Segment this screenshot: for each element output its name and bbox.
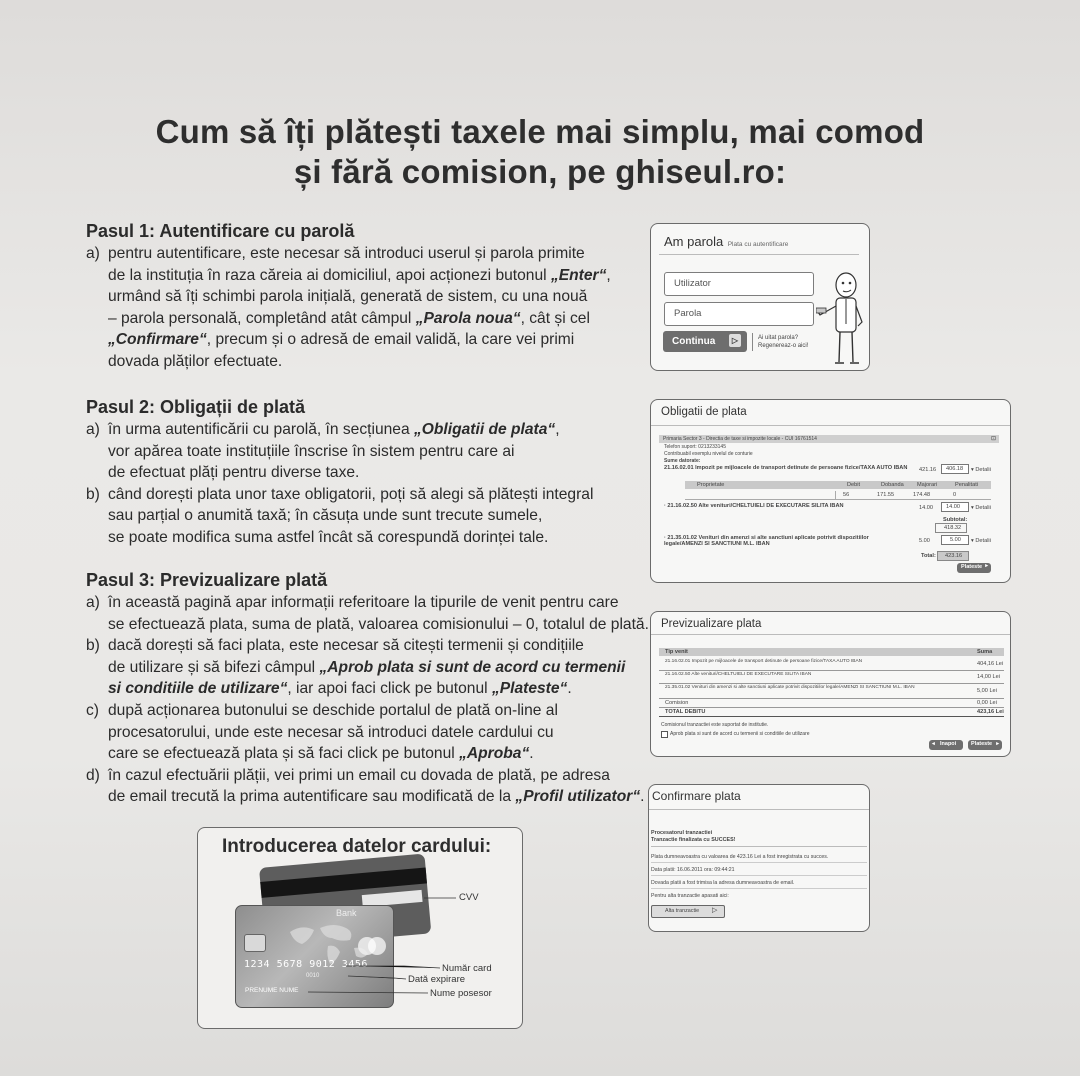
preview-row: 21.35.01.02 Venituri din amenzi si alte sanctiuni aplicate potrivit dispozitiilor legale/AMENZI SI SANCTIUNI M.L. IBAN 5,00 Lei — [659, 684, 1004, 699]
back-button[interactable]: ◂ Inapoi — [929, 740, 963, 750]
login-panel-header: Am parola Plata cu autentificare — [664, 234, 789, 249]
commission-note: Comisionul tranzactiei este suportat de institutie. — [661, 722, 769, 728]
username-input[interactable]: Utilizator — [664, 272, 814, 296]
row1-amount: 421.16 — [919, 467, 937, 473]
step-3-heading: Pasul 3: Previzualizare plată — [86, 570, 328, 590]
row2-details-link[interactable]: ▾ Detalii — [971, 505, 991, 511]
confirm-line: Procesatorul tranzactiei — [651, 830, 713, 836]
confirm-line: Plata dumneavoastra cu valoarea de 423.16 Lei a fost inregistrata cu succes. — [651, 854, 829, 860]
step-2-item-a: a) în urma autentificării cu parolă, în secțiunea „Obligatii de plata“, vor apărea toate instituțiile înscrise în sistem pentru care ai de efectuat plăți pentru diverse taxe. — [86, 421, 560, 482]
arrow-icon: ▸ — [985, 563, 988, 569]
obligation-row-3: · 21.35.01.02 Venituri din amenzi si alte sanctiuni aplicate potrivit dispozitiilor legale/AMENZI SI SANCTIUNI M.L. IBAN — [664, 535, 869, 547]
confirm-line: Data platii: 16.06.2011 ora: 09:44:21 — [651, 867, 735, 873]
confirm-line: Pentru alta tranzactie apasati aici: — [651, 893, 729, 899]
total-box: 423.16 — [937, 551, 969, 561]
confirm-line: Dovada platii a fost trimisa la adresa dumneavoastra de email. — [651, 880, 795, 886]
owner-label: Nume posesor — [430, 988, 492, 999]
card-number: 1234 5678 9012 3456 — [244, 959, 368, 970]
bank-name: Bank — [336, 908, 357, 918]
divider — [651, 888, 867, 889]
divider — [651, 862, 867, 863]
step-3 — [86, 569, 649, 808]
step-3-item-a: a) în această pagină apar informații referitoare la tipurile de venit pentru care se efectuează plata, suma de plată, valoarea comisionului – 0, totalul de plată. — [86, 594, 649, 633]
pay-button[interactable]: Plateste ▸ — [968, 740, 1002, 750]
expiry-label: Dată expirare — [408, 974, 466, 985]
details-table-header: Proprietate Debit Dobanda Majorari Penalitati — [685, 481, 991, 489]
preview-row: 21.16.02.50 Alte venituri/CHELTUIELI DE EXECUTARE SILITA IBAN 14,00 Lei — [659, 671, 1004, 684]
page-title — [60, 112, 1020, 192]
step-3-item-d: d) în cazul efectuării plății, vei primi un email cu dovada de plată, pe adresa de email trecută la prima autentificare sau modificată de la „Profil utilizator“. — [86, 766, 645, 806]
divider — [752, 333, 753, 351]
obligations-panel: Obligatii de plata Primaria Sector 3 - Directia de taxe si impozite locale - CUI 16761514 ⊡ Telefon suport: 0213233145 Contribuabil exemplu nivelul de conturie Sume datorate: 21.16.02.01 Impozit pe mijloacele de transport detinute de persoane fizice/TAXA AUTO IBAN 421.16 406.18 ▾ Detalii Proprietate Debit Dobanda Majorari Penalitati 56 171.55 174.48 0 · 21.16.02.50 Alte venituri/CHELTUIELI DE EXECUTARE SILITA IBAN 14.00 14.00 ▾ Detalii Subtotal: 418.32 · 21.35.01.02 Venituri din amenzi si alte sanctiuni aplicate potrivit dispozitiilor legale/AMENZI SI SANCTIUNI M.L. IBAN 5.00 5.00 ▾ Detalii Total: 423.16 Plateste ▸ — [650, 399, 1011, 583]
confirm-line: Tranzactie finalizata cu SUCCES! — [651, 837, 736, 843]
details-table-row: 56 171.55 174.48 0 — [685, 491, 991, 500]
back-arrow-icon: ◂ — [932, 741, 935, 747]
row1-amount-input[interactable]: 406.18 — [941, 464, 969, 474]
arrow-icon: ▷ — [729, 334, 741, 347]
divider — [651, 425, 1010, 426]
forgot-password-link[interactable]: Ai uitat parola? Regenereaz-o aici! — [758, 335, 809, 349]
step-2 — [86, 396, 646, 549]
step-2-item-b: b) când dorești plata unor taxe obligatorii, poți să alegi să plătești integral sau parțial o anumită taxă; în căsuța unde sunt trecute sumele, se poate modifica suma astfel încât să corespundă dorinței tale. — [86, 485, 594, 546]
pay-button[interactable]: Plateste ▸ — [957, 563, 991, 573]
preview-panel: Previzualizare plata Tip venit Suma 21.16.02.01 Impozit pe mijloacele de transport detinute de persoane fizice/TAXA AUTO IBAN 404,16 Lei 21.16.02.50 Alte venituri/CHELTUIELI DE EXECUTARE SILITA IBAN 14,00 Lei 21.35.01.02 Venituri din amenzi si alte sanctiuni aplicate potrivit dispozitiilor legale/AMENZI SI SANCTIUNI M.L. IBAN 5,00 Lei Comision 0,00 Lei TOTAL DEBITU 423,16 Lei Comisionul tranzactiei este suportat de institutie. Aprob plata si sunt de acord cu termenii si conditiile de utilizare ◂ Inapoi Plateste ▸ — [650, 611, 1011, 757]
divider — [651, 875, 867, 876]
step-1-item-a: a) pentru autentificare, este necesar să introduci userul și parola primite de la instituția în raza căreia ai domiciliul, apoi acționezi butonul „Enter“, urmând să îți schimbi parola inițială, generată de sistem, cu una nouă – parola personală, completând atât câmpul „Parola noua“, cât și cel „Confirmare“, precum și o adresă de email validă, la care vei primi dovada plăților efectuate. — [86, 245, 611, 370]
preview-title: Previzualizare plata — [661, 618, 762, 630]
card-section — [197, 827, 523, 1029]
card-section-title: Introducerea datelor cardului: — [222, 836, 492, 857]
row3-details-link[interactable]: ▾ Detalii — [971, 538, 991, 544]
arrow-icon: ▸ — [996, 741, 999, 747]
password-input[interactable]: Parola — [664, 302, 814, 326]
arrow-icon: ▷ — [712, 907, 718, 914]
divider — [659, 254, 859, 255]
institution-bar: Primaria Sector 3 - Directia de taxe si impozite locale - CUI 16761514 ⊡ — [659, 435, 999, 443]
step-2-heading: Pasul 2: Obligații de plată — [86, 397, 306, 417]
obligation-row-2: · 21.16.02.50 Alte venituri/CHELTUIELI DE EXECUTARE SILITA IBAN — [664, 503, 844, 509]
confirm-panel — [648, 784, 870, 932]
title-line-1: Cum să îți plătești taxele mai simplu, mai comod — [155, 113, 925, 150]
obligation-row-1: 21.16.02.01 Impozit pe mijloacele de transport detinute de persoane fizice/TAXA AUTO IBAN — [664, 465, 908, 471]
row2-amount-input[interactable]: 14.00 — [941, 502, 969, 512]
card-number-label: Număr card — [442, 963, 492, 974]
cartoon-man-icon — [816, 272, 866, 368]
step-1 — [86, 220, 646, 373]
subtotal-label: Subtotal: — [943, 517, 968, 523]
row3-amount: 5.00 — [919, 538, 930, 544]
step-3-item-b: b) dacă dorești să faci plata, este necesar să citești termenii și condițiile de utilizare și să bifezi câmpul „Aprob plata si sunt de acord cu termenii si conditiile de utilizare“, iar apoi faci click pe butonul „Plateste“. — [86, 637, 626, 698]
row1-details-link[interactable]: ▾ Detalii — [971, 467, 991, 473]
commission-row: Comision 0,00 Lei — [659, 699, 1004, 708]
cvv-label: CVV — [459, 892, 479, 903]
obligations-title: Obligatii de plata — [661, 406, 747, 418]
subtotal-box: 418.32 — [935, 523, 967, 533]
confirm-title: Confirmare plata — [652, 789, 741, 803]
total-label: Total: — [921, 553, 936, 559]
preview-row: 21.16.02.01 Impozit pe mijloacele de transport detinute de persoane fizice/TAXA AUTO IBAN 404,16 Lei — [659, 658, 1004, 671]
continue-button[interactable]: Continua ▷ — [663, 331, 747, 352]
card-expiry: 0010 — [306, 973, 320, 979]
title-line-2: și fără comision, pe ghiseul.ro: — [293, 153, 787, 190]
row3-amount-input[interactable]: 5.00 — [941, 535, 969, 545]
row2-amount: 14.00 — [919, 505, 933, 511]
close-icon[interactable]: ⊡ — [990, 436, 996, 442]
divider — [651, 846, 867, 847]
divider — [651, 634, 1010, 635]
new-transaction-button[interactable]: Alta tranzactie ▷ — [651, 905, 725, 918]
total-row: TOTAL DEBITU 423,16 Lei — [659, 708, 1004, 717]
divider — [649, 809, 869, 810]
card-holder-name: PRENUME NUME — [245, 987, 299, 994]
step-3-item-c: c) după acționarea butonului se deschide portalul de plată on-line al procesatorului, unde este necesar să introduci datele cardului cu care se efectuează plata și să faci click pe butonul „Aproba“. — [86, 701, 558, 763]
step-1-heading: Pasul 1: Autentificare cu parolă — [86, 221, 355, 241]
login-panel — [650, 223, 870, 371]
preview-table-header: Tip venit Suma — [659, 648, 1004, 656]
